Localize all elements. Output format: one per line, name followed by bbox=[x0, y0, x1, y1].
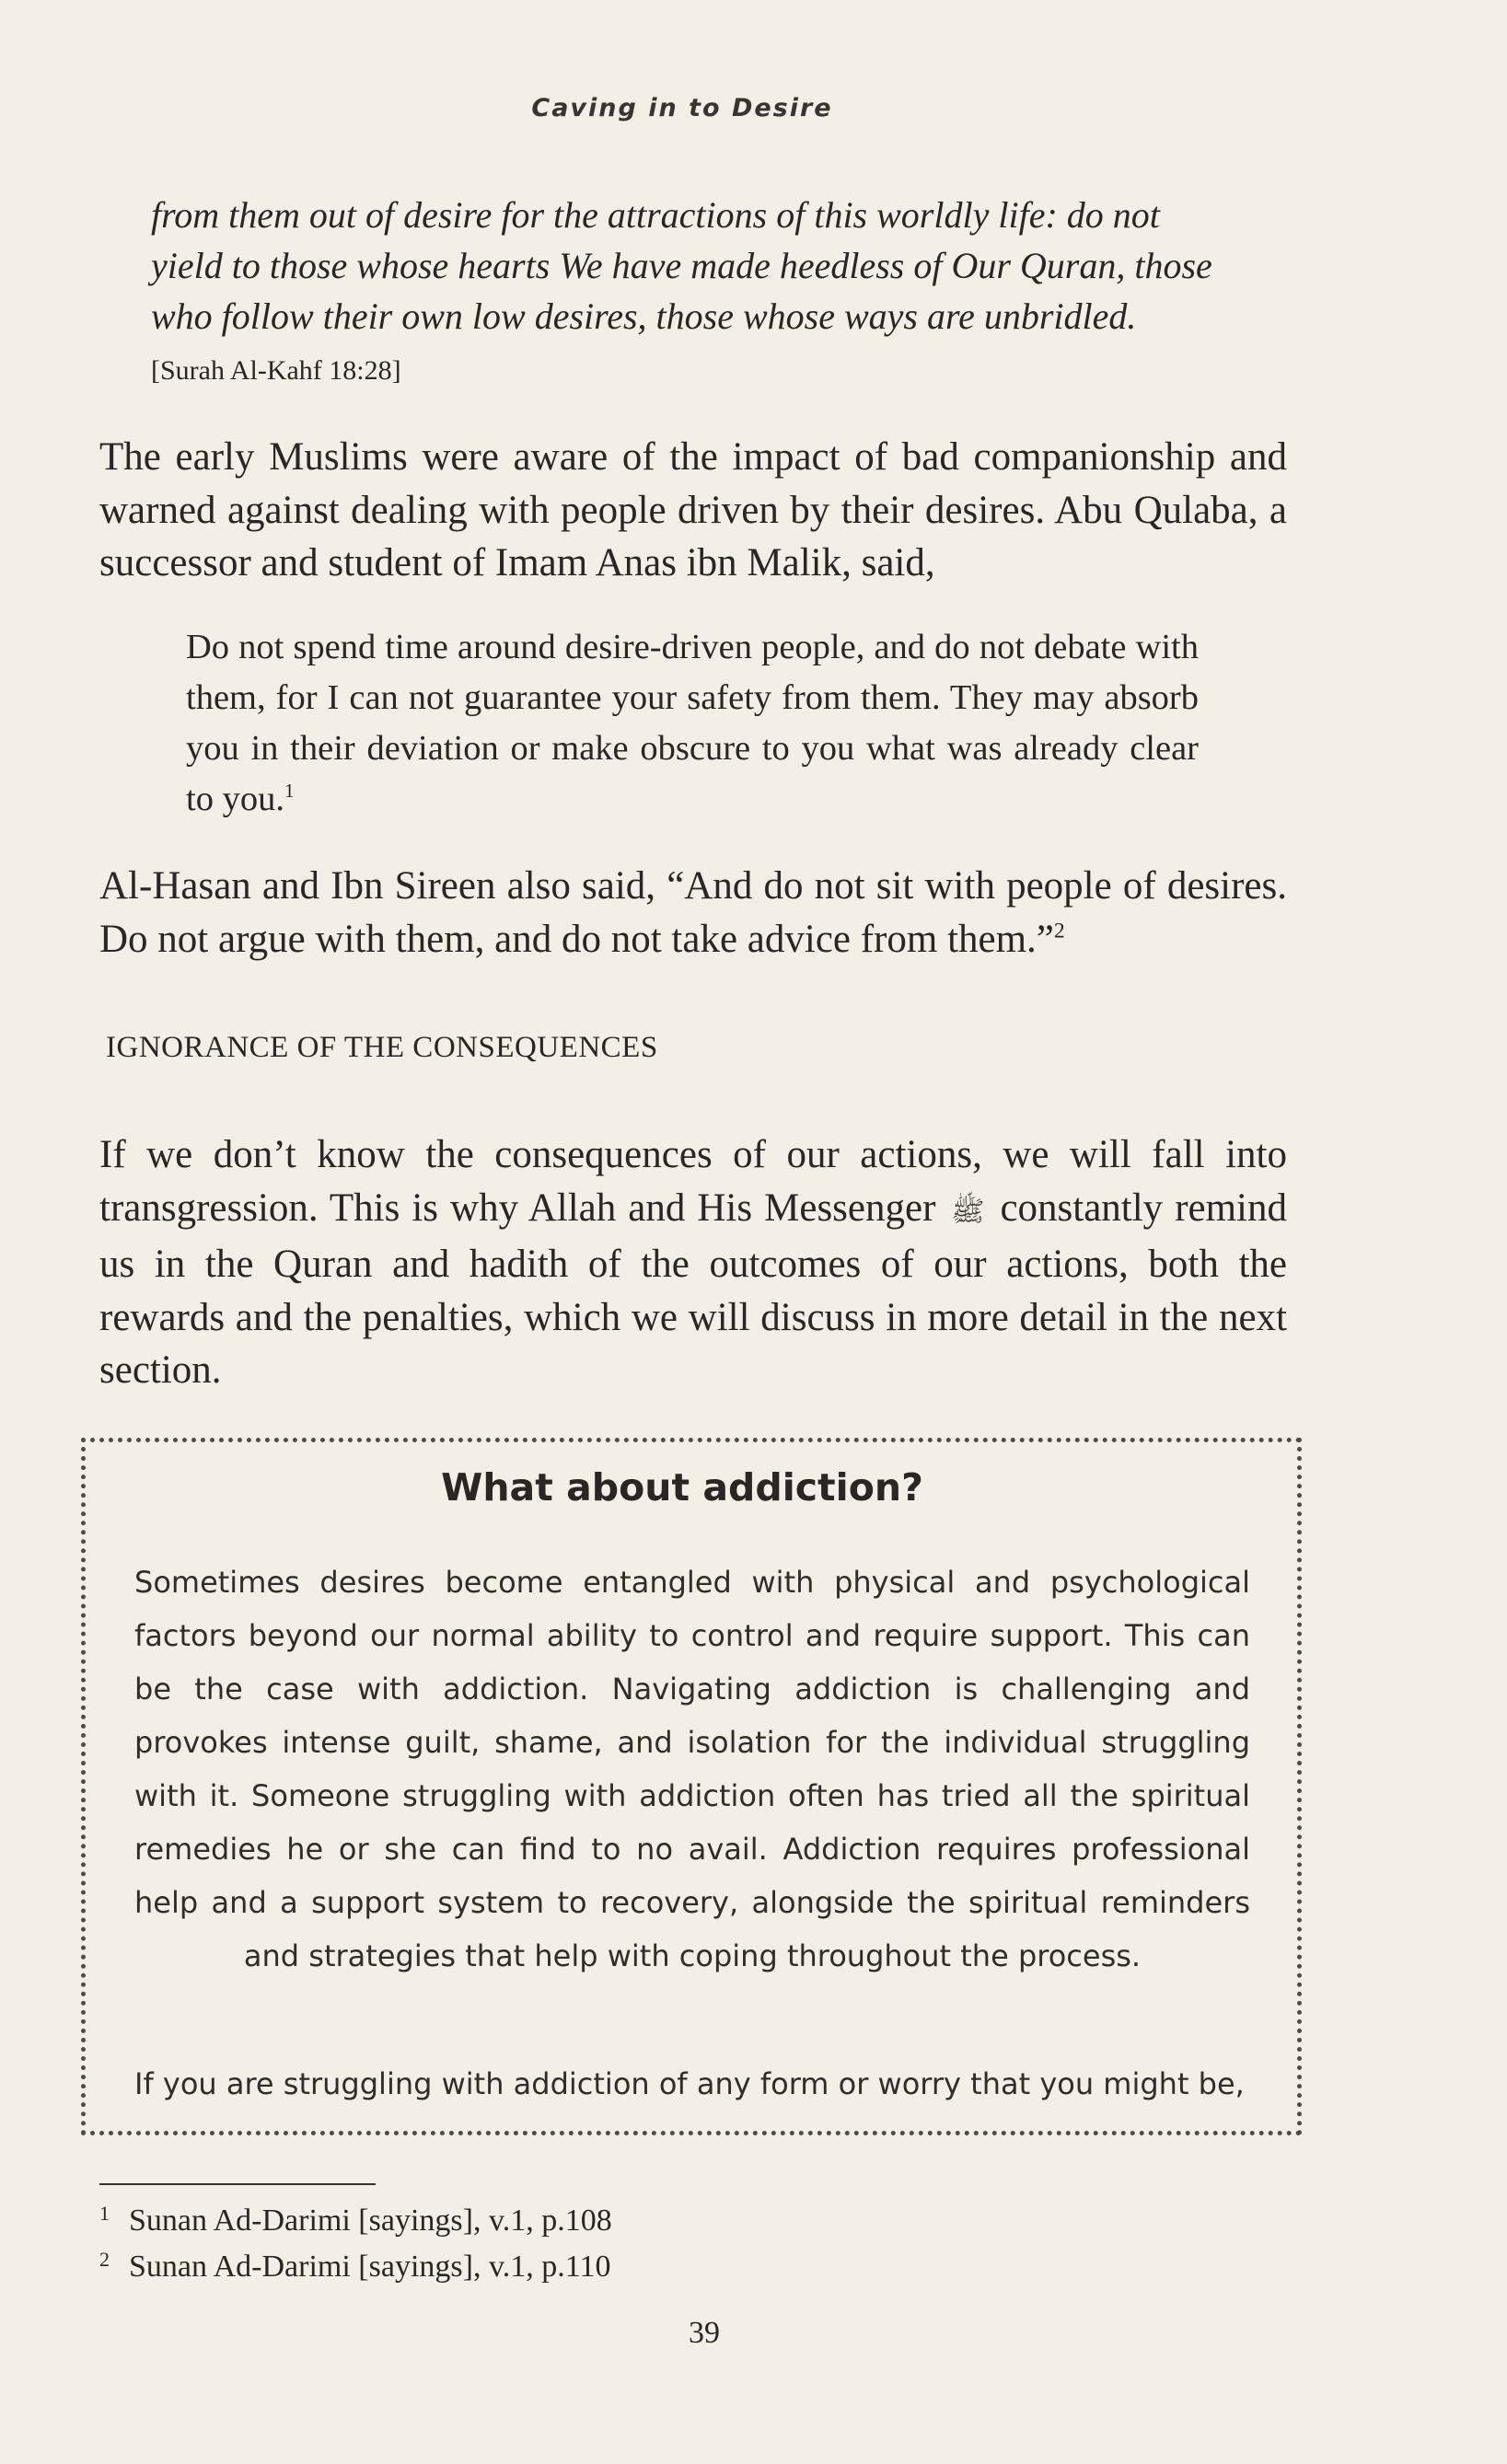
sidebar-continued-text: If you are struggling with addiction of any form or worry that you might be, bbox=[134, 2066, 1245, 2101]
footnote-rule bbox=[99, 2183, 376, 2185]
page-number: 39 bbox=[689, 2316, 720, 2350]
paragraph-text-before: If we don’t know the consequences of our actions, we will fall into transgression. This is why Allah and His Messenger bbox=[99, 1133, 1287, 1230]
footnote-number: 2 bbox=[99, 2248, 110, 2271]
sidebar-title: What about addiction? bbox=[441, 1465, 923, 1510]
footnote-ref-1: 1 bbox=[284, 780, 295, 803]
sidebar-body: Sometimes desires become entangled with physical and psychological factors beyond our normal ability to control and require support. This can be the case with addiction. Navigating addiction is challenging and provokes intense guilt, shame, and isolation for the individual struggling with it. Someone struggling with addiction often has tried all the spiritual remedies he or she can find to no avail. Addiction requires professional help and a support system to recovery, alongside the spiritual reminders and strategies that help with coping throughout the process. bbox=[134, 1565, 1250, 1973]
footnote-text: Sunan Ad-Darimi [sayings], v.1, p.108 bbox=[129, 2204, 612, 2238]
footnote-1 bbox=[99, 2198, 1020, 2244]
paragraph-consequences bbox=[99, 1128, 1287, 1397]
footnotes bbox=[99, 2198, 1020, 2290]
footnote-text: Sunan Ad-Darimi [sayings], v.1, p.110 bbox=[129, 2250, 611, 2284]
paragraph-early-muslims: The early Muslims were aware of the impact of bad companionship and warned against dealing with people driven by their desires. Abu Qulaba, a successor and student of Imam Anas ibn Malik, said, bbox=[99, 435, 1287, 584]
verse-text: from them out of desire for the attractions of this worldly life: do not yield to those whose hearts We have made heedless of Our Quran, those who follow their own low desires, those whose ways are unbridled. bbox=[151, 194, 1212, 337]
footnote-2 bbox=[99, 2244, 1020, 2290]
footnote-ref-2: 2 bbox=[1053, 919, 1065, 943]
paragraph-al-hasan bbox=[99, 860, 1287, 966]
quote-text: Do not spend time around desire-driven people, and do not debate with them, for I can not guarantee your safety from them. They may absorb you in their deviation or make obscure to you what was already clear to you. bbox=[186, 628, 1199, 818]
abu-qulaba-quote bbox=[186, 622, 1199, 825]
paragraph-text: Al-Hasan and Ibn Sireen also said, “And do not sit with people of desires. Do not argue with them, and do not take advice from them.” bbox=[99, 864, 1287, 961]
verse-citation: [Surah Al-Kahf 18:28] bbox=[151, 355, 401, 386]
honorific-glyph: ﷺ bbox=[951, 1196, 985, 1227]
running-head: Caving in to Desire bbox=[531, 94, 833, 122]
paragraph-text-after: constantly remind us in the Quran and hadith of the outcomes of our actions, both the rewards and the penalties, which we will discuss in more detail in the next section. bbox=[99, 1186, 1287, 1392]
section-heading: IGNORANCE OF THE CONSEQUENCES bbox=[106, 1031, 658, 1064]
footnote-number: 1 bbox=[99, 2202, 110, 2225]
quran-verse bbox=[151, 190, 1219, 396]
